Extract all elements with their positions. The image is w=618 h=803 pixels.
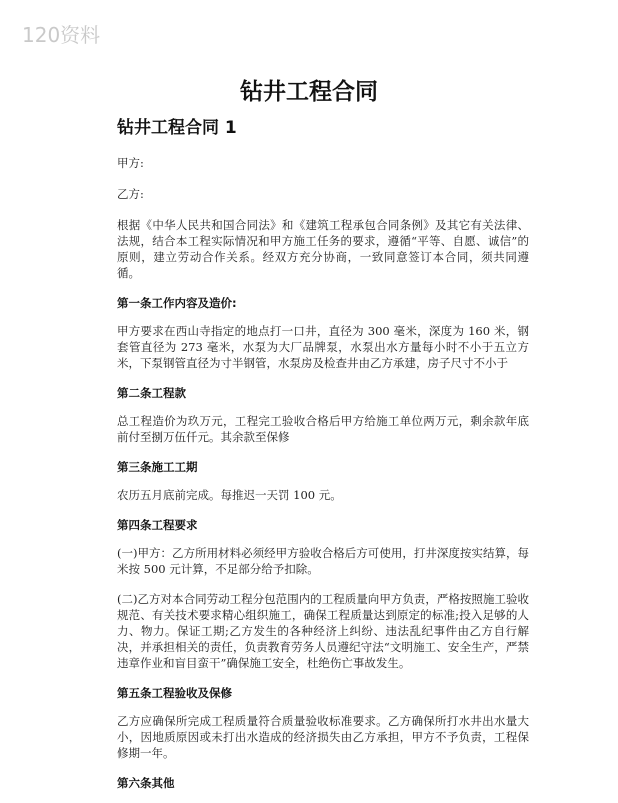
clause-5-heading: 第五条工程验收及保修 bbox=[117, 686, 232, 700]
document-title: 钻井工程合同 bbox=[240, 79, 378, 105]
clause-5-paragraph: 乙方应确保所完成工程质量符合质量验收标准要求。乙方确保所打水井出水量大小，因地质原因或未打出水造成的经济损失由乙方承担，甲方不予负责，工程保修期一年。 bbox=[117, 714, 529, 760]
party-a-label: 甲方: bbox=[117, 156, 144, 170]
intro-paragraph: 根据《中华人民共和国合同法》和《建筑工程承包合同条例》及其它有关法律、法规，结合本工程实际情况和甲方施工任务的要求，遵循“平等、自愿、诚信”的原则，建立劳动合作关系。经双方充分协商，一致同意签订本合同，须共同遵循。 bbox=[117, 218, 529, 280]
clause-2-heading: 第二条工程款 bbox=[117, 386, 186, 400]
document-body bbox=[117, 116, 529, 803]
clause-1-heading: 第一条工作内容及造价: bbox=[117, 296, 237, 310]
clause-3-heading: 第三条施工工期 bbox=[117, 460, 198, 474]
clause-6-heading: 第六条其他 bbox=[117, 776, 175, 790]
party-b-label: 乙方: bbox=[117, 187, 144, 201]
clause-4-paragraph-1: (一)甲方：乙方所用材料必须经甲方验收合格后方可使用，打井深度按实结算，每米按 500 元计算，不足部分给予扣除。 bbox=[117, 546, 529, 576]
section-title: 钻井工程合同 1 bbox=[117, 118, 237, 138]
clause-2-paragraph: 总工程造价为玖万元，工程完工验收合格后甲方给施工单位两万元，剩余款年底前付至捌万伍仟元。其余款至保修 bbox=[117, 414, 529, 444]
clause-3-paragraph: 农历五月底前完成。每推迟一天罚 100 元。 bbox=[117, 488, 342, 502]
watermark-logo: 120资料 bbox=[22, 23, 101, 47]
clause-1-paragraph: 甲方要求在西山寺指定的地点打一口井，直径为 300 毫米，深度为 160 米，钢套管直径为 273 毫米，水泵为大厂品牌泵，水泵出水方量每小时不小于五立方米，下泵钢管直径为寸半钢管，水泵房及检查井由乙方承建，房子尺寸不小于 bbox=[117, 324, 529, 370]
clause-4-paragraph-2: (二)乙方对本合同劳动工程分包范围内的工程质量向甲方负责，严格按照施工验收规范、有关技术要求精心组织施工，确保工程质量达到原定的标准;投入足够的人力、物力。保证工期;乙方发生的各种经济上纠纷、违法乱纪事件由乙方自行解决，并承担相关的责任，负责教育劳务人员遵纪守法“文明施工、安全生产，严禁违章作业和盲目蛮干”确保施工安全，杜绝伤亡事故发生。 bbox=[117, 592, 529, 670]
clause-4-heading: 第四条工程要求 bbox=[117, 518, 198, 532]
